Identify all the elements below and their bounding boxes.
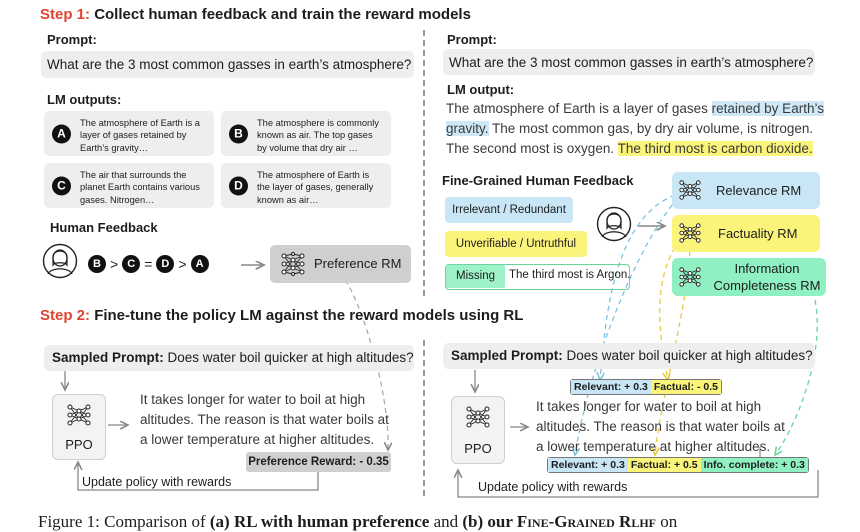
network-icon	[465, 404, 491, 430]
reward-relevant: Relevant: + 0.3	[571, 380, 651, 394]
step1-heading	[40, 6, 471, 23]
left-prompt-box: What are the 3 most common gasses in earth’s atmosphere?	[41, 51, 414, 78]
preference-rm-box	[270, 245, 411, 283]
sampled-text: Does water boil quicker at high altitudes?	[562, 348, 813, 363]
reward-bottom	[547, 457, 809, 473]
output-badge: B	[229, 124, 248, 143]
reward-info: Info. complete: + 0.3	[701, 458, 808, 472]
relevance-rm-label: Relevance RM	[716, 183, 802, 198]
rank-badge: A	[191, 255, 209, 273]
info-rm-label-1: Information	[734, 261, 800, 276]
highlight-relevance: retained by Earth’s	[711, 101, 824, 116]
tag-unverifiable: Unverifiable / Untruthful	[445, 231, 587, 257]
bl-update-label: Update policy with rewards	[82, 475, 232, 489]
relevance-rm	[672, 172, 820, 209]
output-badge: D	[229, 176, 248, 195]
output-text: The air that surrounds the planet Earth contains various gases. Nitrogen…	[80, 170, 200, 205]
output-a	[44, 111, 214, 156]
bl-response: It takes longer for water to boil at high altitudes. The reason is that water boils at a lower temperature at higher altitudes.	[140, 392, 389, 447]
rank-badge: B	[88, 255, 106, 273]
network-icon	[280, 251, 306, 277]
reward-top	[570, 379, 722, 395]
rank-badge: C	[122, 255, 140, 273]
highlight-relevance: gravity.	[446, 121, 489, 136]
lm-output-label: LM output:	[447, 82, 515, 97]
step1-prefix: Step 1:	[40, 6, 91, 23]
person-icon	[42, 243, 78, 279]
output-badge: A	[52, 124, 71, 143]
right-prompt-box: What are the 3 most common gasses in earth’s atmosphere?	[443, 49, 815, 75]
preference-reward: Preference Reward: - 0.35	[246, 452, 391, 472]
rank-badge: D	[156, 255, 174, 273]
network-icon	[678, 265, 702, 289]
human-feedback-label: Human Feedback	[50, 220, 158, 235]
left-prompt-label: Prompt:	[47, 32, 97, 47]
ppo-label: PPO	[65, 437, 93, 452]
br-update-label: Update policy with rewards	[478, 480, 628, 494]
right-prompt-label: Prompt:	[447, 32, 497, 47]
tag-irrelevant: Irrelevant / Redundant	[445, 197, 573, 223]
sampled-label: Sampled Prompt:	[52, 350, 164, 365]
highlight-factuality: The third most is carbon dioxide.	[617, 141, 813, 156]
factuality-rm	[672, 215, 820, 252]
info-rm-label-2: Completeness RM	[713, 278, 821, 293]
sampled-text: Does water boil quicker at high altitudes?	[163, 350, 414, 365]
step2-heading	[40, 307, 523, 324]
network-icon	[678, 221, 702, 245]
person-icon	[596, 206, 632, 242]
br-ppo-box	[451, 396, 505, 464]
tag-missing: Missing	[446, 265, 505, 288]
bl-sampled-prompt	[44, 345, 414, 371]
step2-title: Fine-tune the policy LM against the reward models using RL	[94, 307, 524, 324]
output-text: The atmosphere of Earth is the layer of gases, generally known as air…	[257, 170, 374, 205]
info-rm	[672, 258, 826, 296]
factuality-rm-label: Factuality RM	[718, 226, 798, 241]
left-outputs-label: LM outputs:	[47, 92, 122, 107]
br-sampled-prompt	[443, 343, 815, 369]
output-c	[44, 163, 214, 208]
preference-rm-label: Preference RM	[314, 256, 402, 271]
step1-title: Collect human feedback and train the reward models	[94, 6, 471, 23]
output-badge: C	[52, 176, 71, 195]
output-text: The atmosphere is commonly known as air. The top gases by volume that dry air …	[257, 118, 379, 153]
sampled-label: Sampled Prompt:	[451, 348, 563, 363]
output-text: The atmosphere of Earth is a layer of gases retained by Earth’s gravity…	[80, 118, 200, 153]
missing-text: The third most is Argon.	[509, 269, 631, 281]
network-icon	[678, 178, 702, 202]
output-d	[221, 163, 391, 208]
ranking: B > C = D > A	[88, 255, 209, 273]
figure-caption: Figure 1: Comparison of (a) RL with human preference and (b) our Fine-Grained Rlhf on	[38, 512, 678, 531]
reward-relevant: Relevant: + 0.3	[548, 458, 628, 472]
network-icon	[66, 402, 92, 428]
tag-missing-box	[445, 264, 630, 290]
step2-prefix: Step 2:	[40, 307, 91, 324]
br-response: It takes longer for water to boil at high altitudes. The reason is that water boils at a lower temperature at higher altitudes.	[536, 399, 785, 454]
reward-factual: Factual: - 0.5	[651, 380, 721, 394]
lm-output-text: The atmosphere of Earth is a layer of gases retained by Earth’s gravity. The most common gas, by dry air volume, is nitrogen. The second most is oxygen. The third most is carbon dioxide.	[446, 101, 824, 156]
ppo-label: PPO	[464, 441, 492, 456]
fine-grained-label: Fine-Grained Human Feedback	[442, 173, 634, 188]
reward-factual: Factual: + 0.5	[628, 458, 701, 472]
bl-ppo-box	[52, 394, 106, 460]
output-b	[221, 111, 391, 156]
